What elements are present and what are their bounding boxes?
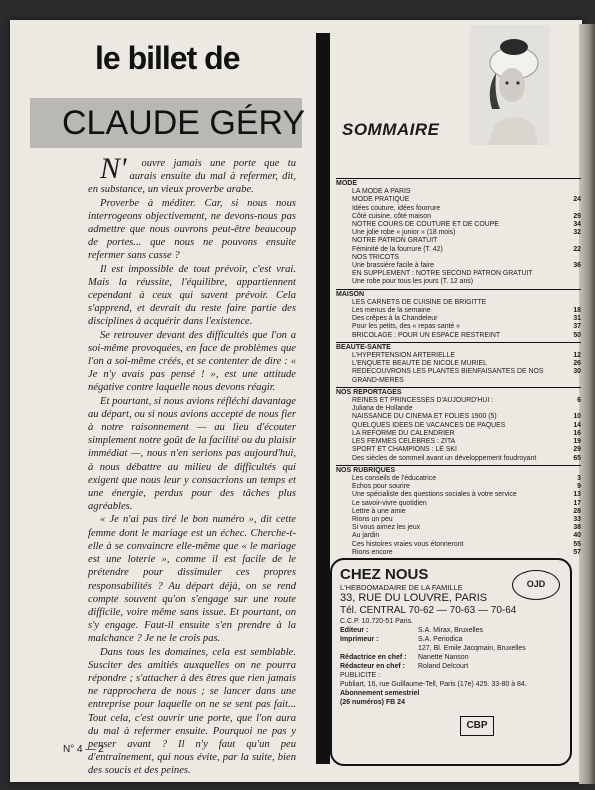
toc-entry-title: MODE PRATIQUE <box>352 196 410 204</box>
chez-nous-subtitle: L'HEBDOMADAIRE DE LA FAMILLE <box>340 583 463 592</box>
toc-entry-page: 19 <box>573 438 581 446</box>
toc-section-heading: MAISON <box>336 289 581 299</box>
toc-entry-title: REINES ET PRINCESSES D'AUJOURD'HUI : <box>352 397 494 405</box>
toc-entry-title: BRICOLAGE : POUR UN ESPACE RESTREINT <box>352 331 501 339</box>
toc-section-heading: NOS REPORTAGES <box>336 387 581 397</box>
toc-entry-page: 65 <box>573 454 581 462</box>
toc-entry-page: 31 <box>573 315 581 323</box>
toc-entry-title: Juliana de Hollande <box>352 405 413 413</box>
toc-entry-page: 57 <box>573 548 581 556</box>
page-binding <box>579 24 595 784</box>
ojd-logo-icon: OJD <box>512 570 560 600</box>
toc-entry <box>336 188 581 196</box>
toc-entry-title: L'HYPERTENSION ARTERIELLE <box>352 352 455 360</box>
toc-entry-page: 22 <box>573 245 581 253</box>
redactrice-value: Nanette Nanson <box>418 654 469 661</box>
toc-entry-title: Au jardin <box>352 532 380 540</box>
toc-entry <box>336 500 581 508</box>
toc-entry-page <box>577 237 581 245</box>
toc-entry-page: 9 <box>577 483 581 491</box>
woman-hat-portrait-icon <box>470 25 550 145</box>
chez-nous-box <box>330 558 572 766</box>
toc-entry-page: 13 <box>573 491 581 499</box>
toc-entry <box>336 422 581 430</box>
portrait-photo <box>470 25 550 145</box>
imprimeur-label: Imprimeur : <box>340 636 379 643</box>
toc-entry-page: 29 <box>573 446 581 454</box>
toc-entry-page: 29 <box>573 212 581 220</box>
toc-entry-title: NOS TRICOTS <box>352 253 399 261</box>
toc-section-heading: NOS RUBRIQUES <box>336 465 581 475</box>
toc-entry <box>336 213 581 221</box>
article-paragraph: Dans tous les domaines, cela est semblable. Susciter des amitiés auxquelles on ne pourra répondre ; s'attacher à des êtres que rien jamais ne rapprochera de nous ; se lancer dans une entreprise pour laquelle on ne se sent pas fait... Tout cela, c'est ouvrir une porte, que l'on aura du mal à refermer ensuite. Pourquoi ne pas y penser avant ? Il n'y faut qu'un peu d'entraînement, qui nous évite, par la suite, bien des soucis et des peines. <box>88 646 296 777</box>
toc-entry-title: Pour les petits, des « repas santé » <box>352 323 461 331</box>
toc-entry <box>336 315 581 323</box>
toc-entry-title: Une spécialiste des questions sociales à votre service <box>352 491 517 499</box>
toc-entry-title: Si vous aimez les jeux <box>352 524 421 532</box>
toc-entry-page: 16 <box>573 429 581 437</box>
article-paragraph: Proverbe à méditer. Car, si nous nous interrogeons objectivement, ne devons-nous pas admettre que nous ouvrons peut-être beaucoup de portes... que nous ne pouvons ensuite refermer sans casse ? <box>88 197 296 262</box>
toc-entry <box>336 368 581 384</box>
toc-entry <box>336 516 581 524</box>
toc-section-heading: BEAUTE-SANTE <box>336 342 581 352</box>
cbp-logo-icon: CBP <box>460 716 494 736</box>
sommaire-title: SOMMAIRE <box>342 120 440 139</box>
table-of-contents <box>336 176 581 557</box>
imprimeur-address-row <box>340 644 562 653</box>
toc-entry-page: 26 <box>573 360 581 368</box>
toc-entry-title: L'ENQUETE BEAUTE DE NICOLE MURIEL <box>352 360 487 368</box>
toc-entry-title: Une robe pour tous les jours (T. 12 ans) <box>352 278 474 286</box>
toc-entry-title: LES CARNETS DE CUISINE DE BRIGITTE <box>352 298 487 306</box>
toc-entry-page: 55 <box>573 540 581 548</box>
page-number: N° 4 — 2 <box>63 744 104 755</box>
redacteur-value: Roland Delcourt <box>418 663 469 670</box>
toc-entry <box>336 221 581 229</box>
abonnement-label: Abonnement semestriel <box>340 690 420 697</box>
toc-entry-title: LA REFORME DU CALENDRIER <box>352 429 455 437</box>
toc-entry-page <box>577 405 581 413</box>
publicite-value: Publiart, 16, rue Guillaume-Tell, Paris (17e) 425. 33-80 à 84. <box>340 681 527 688</box>
redactrice-label: Rédactrice en chef : <box>340 654 407 661</box>
abonnement-value: (26 numéros) FB 24 <box>340 699 405 706</box>
toc-entry-page <box>577 299 581 307</box>
billet-article <box>88 152 296 778</box>
toc-entry <box>336 270 581 278</box>
toc-entry-title: Ces histoires vraies vous étonneront <box>352 540 464 548</box>
toc-entry <box>336 475 581 483</box>
editeur-row <box>340 626 562 635</box>
toc-entry <box>336 307 581 315</box>
toc-entry-page: 36 <box>573 262 581 270</box>
toc-entry <box>336 524 581 532</box>
toc-entry-title: Des siècles de sommeil avant un développement foudroyant <box>352 454 537 462</box>
toc-entry-title: Rions un peu <box>352 515 393 523</box>
toc-entry-title: REDECOUVRONS LES PLANTES BIENFAISANTES DE NOS GRAND-MERES <box>352 368 544 384</box>
article-paragraph: « Je n'ai pas tiré le bon numéro », dit cette femme dont le mariage est un échec. Cherche-t-elle à se convaincre elle-même que « le mariage est une loterie », comme il est facile de le prétendre pour dissimuler ces propres responsabilités ? Au départ déjà, on se rend compte souvent qu'on s'engage sur une route difficile, voire même sans issue. Et pourtant, on s'y engage. Faut-il ensuite s'en prendre à la malchance ? Je ne le crois pas. <box>88 514 296 645</box>
redacteur-label: Rédacteur en chef : <box>340 663 405 670</box>
toc-entry <box>336 299 581 307</box>
toc-entry-page: 33 <box>573 515 581 523</box>
toc-entry-page <box>577 270 581 278</box>
editeur-value: S.A. Mirax, Bruxelles <box>418 627 483 634</box>
toc-entry-page: 38 <box>573 524 581 532</box>
toc-entry <box>336 360 581 368</box>
chez-nous-address: 33, RUE DU LOUVRE, PARIS <box>340 592 488 604</box>
redacteur-row <box>340 662 562 671</box>
toc-entry-page: 6 <box>577 397 581 405</box>
toc-entry-page: 14 <box>573 421 581 429</box>
toc-entry <box>336 413 581 421</box>
toc-entry <box>336 541 581 549</box>
toc-entry <box>336 278 581 286</box>
toc-entry <box>336 397 581 405</box>
toc-entry-title: QUELQUES IDEES DE VACANCES DE PAQUES <box>352 421 506 429</box>
toc-entry-page: 24 <box>573 196 581 204</box>
toc-entry-title: Les conseils de l'éducatrice <box>352 474 437 482</box>
toc-entry-title: Echos pour sourire <box>352 483 410 491</box>
toc-entry <box>336 483 581 491</box>
toc-entry-page <box>577 254 581 262</box>
toc-entry-title: EN SUPPLEMENT : NOTRE SECOND PATRON GRATUIT <box>352 270 533 278</box>
toc-entry-title: Le savoir-vivre quotidien <box>352 499 427 507</box>
toc-entry-page: 17 <box>573 499 581 507</box>
toc-entry <box>336 262 581 270</box>
toc-entry-page: 18 <box>573 307 581 315</box>
toc-entry-title: Des crêpes à la Chandeleur <box>352 315 438 323</box>
chez-nous-ccp: C.C.P. 10.720-51 Paris. <box>340 618 414 625</box>
toc-entry-title: SPORT ET CHAMPIONS : LE SKI <box>352 446 457 454</box>
toc-entry <box>336 196 581 204</box>
toc-entry <box>336 237 581 245</box>
toc-entry-page <box>577 205 581 213</box>
toc-entry <box>336 491 581 499</box>
imprimeur-value: S.A. Periodica <box>418 636 463 643</box>
chez-nous-tel: Tél. CENTRAL 70-62 — 70-63 — 70-64 <box>340 605 517 616</box>
toc-entry <box>336 446 581 454</box>
billet-heading: le billet de <box>95 40 240 76</box>
toc-entry-title: Idées couture, idées fourrure <box>352 204 441 212</box>
imprimeur-row <box>340 635 562 644</box>
toc-entry-page: 40 <box>573 532 581 540</box>
toc-entry <box>336 229 581 237</box>
toc-entry-title: NAISSANCE DU CINEMA ET FOLIES 1900 (5) <box>352 413 497 421</box>
editeur-label: Editeur : <box>340 627 369 634</box>
toc-entry <box>336 430 581 438</box>
toc-entry-title: Lettre à une amie <box>352 507 406 515</box>
toc-entry <box>336 332 581 340</box>
toc-entry-title: LES FEMMES CELEBRES : ZITA <box>352 438 456 446</box>
toc-entry <box>336 549 581 557</box>
toc-entry <box>336 254 581 262</box>
imprimeur-address: 127, Bl. Emile Jacqmain, Bruxelles <box>418 645 526 652</box>
toc-entry-page: 32 <box>573 229 581 237</box>
chez-nous-title: CHEZ NOUS <box>340 566 429 583</box>
toc-entry-title: Féminité de la fourrure (T. 42) <box>352 245 443 253</box>
toc-entry-title: NOTRE COURS DE COUTURE ET DE COUPE <box>352 221 499 229</box>
toc-entry-title: Une jolie robe « junior » (18 mois) <box>352 229 456 237</box>
toc-entry <box>336 438 581 446</box>
toc-entry <box>336 532 581 540</box>
toc-entry-page <box>577 188 581 196</box>
publicite-label: PUBLICITE : <box>340 672 381 679</box>
redactrice-row <box>340 653 562 662</box>
toc-entry-title: Une brassière facile à faire <box>352 262 434 270</box>
toc-entry-title: NOTRE PATRON GRATUIT <box>352 237 438 245</box>
article-paragraph: N'ouvre jamais une porte que tu aurais ensuite du mal à refermer, dit, en substance, un vieux proverbe arabe. <box>88 152 296 196</box>
toc-entry <box>336 508 581 516</box>
toc-entry <box>336 352 581 360</box>
toc-entry-page: 50 <box>573 331 581 339</box>
toc-entry-title: Côté cuisine, côté maison <box>352 212 431 220</box>
toc-entry-page: 30 <box>573 368 581 376</box>
toc-entry-page: 28 <box>573 507 581 515</box>
toc-section-heading: MODE <box>336 178 581 188</box>
article-paragraph: Il est impossible de tout prévoir, c'est vrai. Mais la réussite, l'équilibre, appartiennent cependant à ceux qui savent prévoir. Cela s'apprend, et devrait du reste faire partie des disciplines à acquérir dans l'existence. <box>88 263 296 328</box>
toc-entry <box>336 323 581 331</box>
toc-entry-page: 12 <box>573 352 581 360</box>
toc-entry-page: 3 <box>577 474 581 482</box>
toc-entry-title: Les menus de la semaine <box>352 307 431 315</box>
author-name: CLAUDE GÉRY <box>62 104 306 142</box>
toc-entry-title: Rions encore <box>352 548 393 556</box>
toc-entry-page: 10 <box>573 413 581 421</box>
article-paragraph: Se retrouver devant des difficultés que l'on a soi-même provoquées, en face de problèmes que l'on a soi-même créés, et se contenter de dire : « Je n'y avais pas pensé ! », est une attitude négative contre laquelle nous devons réagir. <box>88 329 296 394</box>
toc-entry-title: LA MODE A PARIS <box>352 188 411 196</box>
toc-entry <box>336 455 581 463</box>
toc-entry <box>336 205 581 213</box>
toc-entry-page: 34 <box>573 221 581 229</box>
toc-entry-page: 37 <box>573 323 581 331</box>
article-paragraph: Et pourtant, si nous avions réfléchi davantage au départ, ou si nous avions accepté de nous fier à notre raisonnement — au lieu d'écouter simplement notre goût de la facilité ou du plaisir immédiat —, nous n'en serions pas aujourd'hui, à nous débattre au milieu de difficultés qui exigent que nous leur y consacrions un temps et une énergie, perdus pour des tâches plus agréables. <box>88 395 296 513</box>
toc-entry <box>336 246 581 254</box>
toc-entry <box>336 405 581 413</box>
toc-entry-page <box>577 278 581 286</box>
column-divider <box>316 33 330 764</box>
